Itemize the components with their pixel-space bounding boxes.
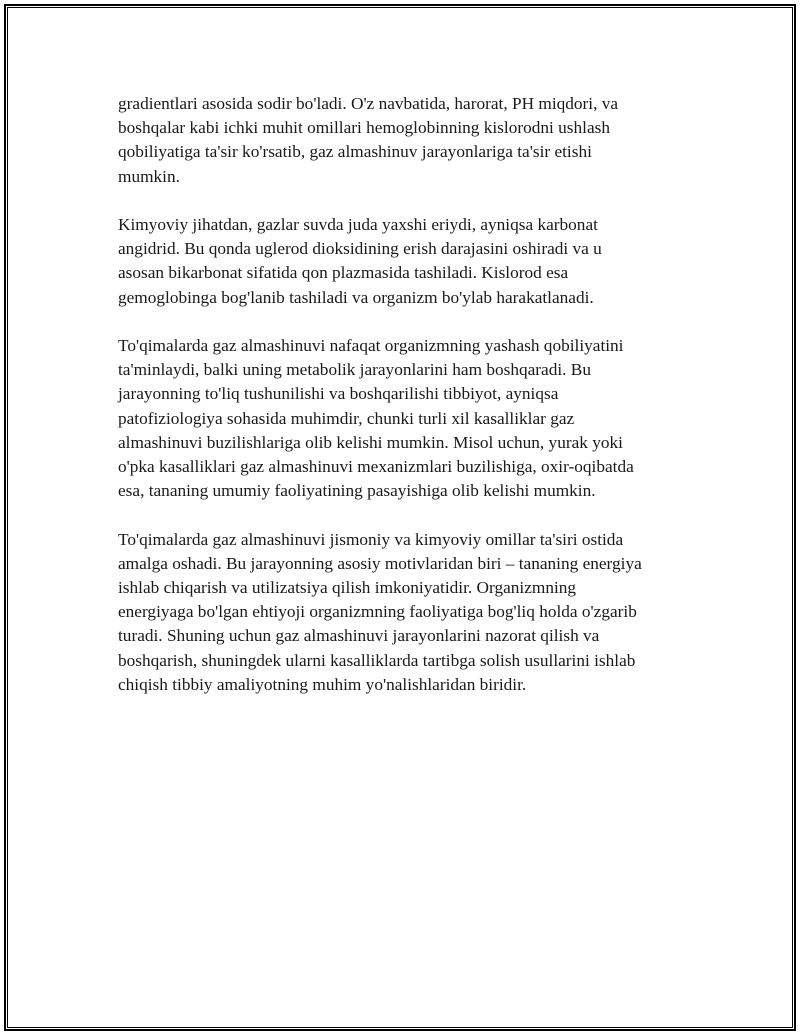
text-line: patofiziologiya sohasida muhimdir, chunki turli xil kasalliklar gaz [118,408,575,428]
text-line: gradientlari asosida sodir bo'ladi. O'z navbatida, harorat, PH miqdori, va [118,94,619,113]
paragraph-1 [118,92,688,189]
text-line: boshqalar kabi ichki muhit omillari hemoglobinning kislorodni ushlash [118,118,610,138]
document-body [118,92,688,721]
text-line: gemoglobinga bog'lanib tashiladi va organizm bo'ylab harakatlanadi. [118,287,594,307]
text-line: o'pka kasalliklari gaz almashinuvi mexanizmlari buzilishiga, oxir-oqibatda [118,457,634,477]
text-line: almashinuvi buzilishlariga olib kelishi mumkin. Misol uchun, yurak yoki [118,432,623,452]
text-line: To'qimalarda gaz almashinuvi nafaqat organizmning yashash qobiliyatini [118,336,624,355]
paragraph-2 [118,213,688,310]
text-line: ta'minlaydi, balki uning metabolik jarayonlarini ham boshqaradi. Bu [118,360,591,380]
text-line: turadi. Shuning uchun gaz almashinuvi jarayonlarini nazorat qilish va [118,626,600,646]
text-line: To'qimalarda gaz almashinuvi jismoniy va kimyoviy omillar ta'siri ostida [118,529,624,549]
paragraph-4 [118,528,688,697]
text-line: mumkin. [118,166,180,186]
text-line: angidrid. Bu qonda uglerod dioksidining erish darajasini oshiradi va u [118,239,602,259]
text-line: esa, tananing umumiy faoliyatining pasayishiga olib kelishi mumkin. [118,481,596,501]
text-line: jarayonning to'liq tushunilishi va boshqarilishi tibbiyot, ayniqsa [118,384,559,404]
text-line: amalga oshadi. Bu jarayonning asosiy motivlaridan biri – tananing energiya [118,553,642,573]
text-line: boshqarish, shuningdek ularni kasalliklarda tartibga solish usullarini ishlab [118,650,636,670]
text-line: energiyaga bo'lgan ehtiyoji organizmning faoliyatiga bog'liq holda o'zgarib [118,602,637,622]
text-line: qobiliyatiga ta'sir ko'rsatib, gaz almashinuv jarayonlariga ta'sir etishi [118,142,592,162]
text-line: chiqish tibbiy amaliyotning muhim yo'nalishlaridan biridir. [118,674,527,694]
text-line: ishlab chiqarish va utilizatsiya qilish imkoniyatidir. Organizmning [118,578,577,598]
text-line: asosan bikarbonat sifatida qon plazmasida tashiladi. Kislorod esa [118,263,569,283]
paragraph-3 [118,334,688,503]
text-line: Kimyoviy jihatdan, gazlar suvda juda yaxshi eriydi, ayniqsa karbonat [118,215,598,234]
